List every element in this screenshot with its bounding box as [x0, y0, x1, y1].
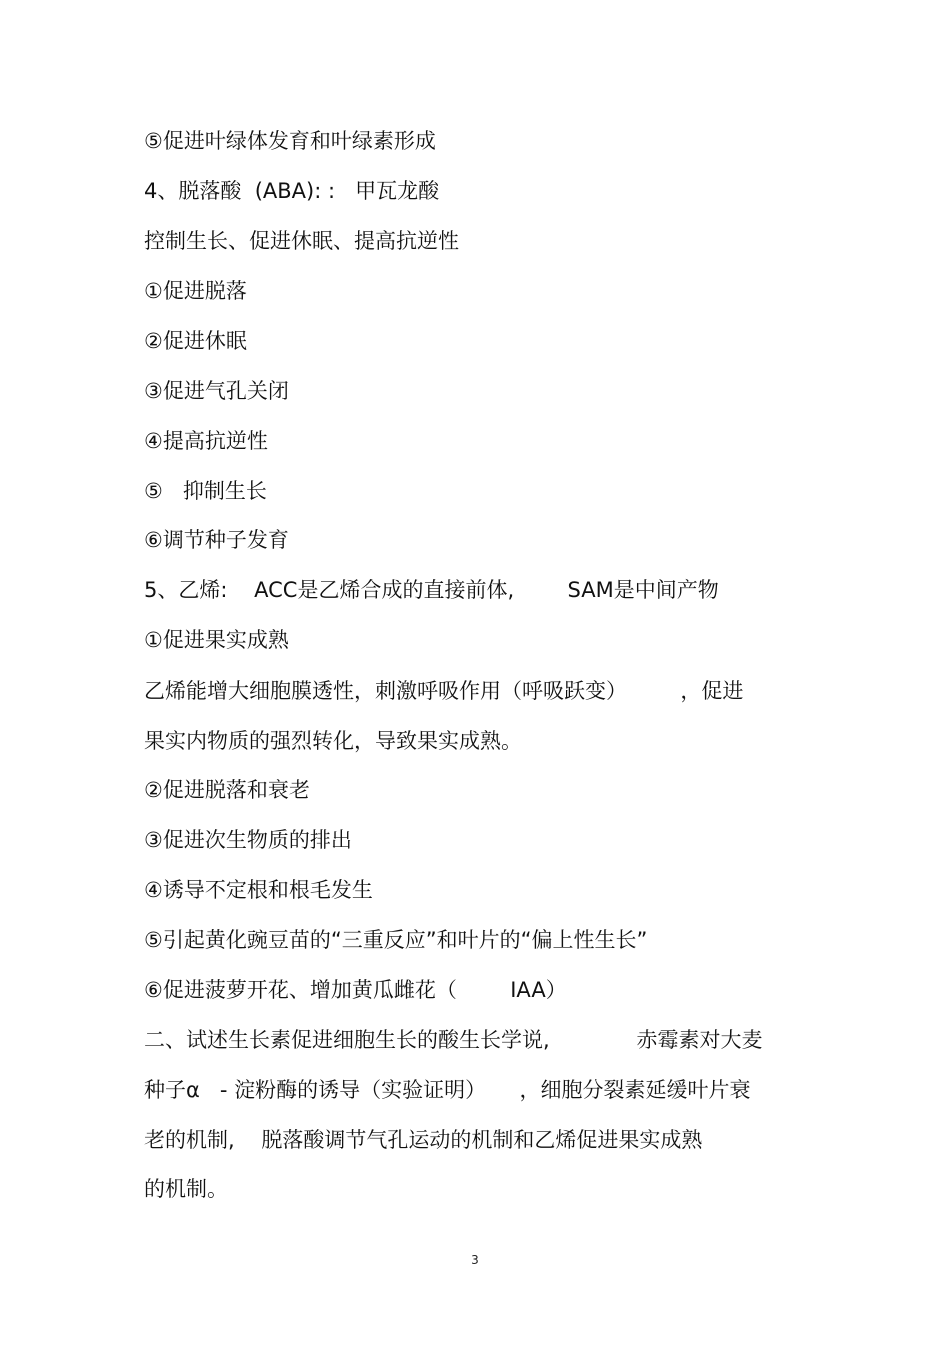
- list-item-aba-6: ⑥调节种子发育: [144, 528, 289, 552]
- list-item-ethylene-5: ⑤引起黄化豌豆苗的“三重反应”和叶片的“偏上性生长”: [144, 928, 648, 952]
- list-item-aba-4: ④提高抗逆性: [144, 429, 268, 453]
- question-two-line-4: 的机制。: [144, 1177, 228, 1201]
- list-item-ethylene-1: ①促进果实成熟: [144, 628, 289, 652]
- list-item-ethylene-2: ②促进脱落和衰老: [144, 778, 310, 802]
- list-item-aba-5: ⑤ 抑制生长: [144, 479, 267, 503]
- question-two-line-1: 二、试述生长素促进细胞生长的酸生长学说, 赤霉素对大麦: [144, 1028, 763, 1052]
- list-item-ethylene-4: ④诱导不定根和根毛发生: [144, 878, 373, 902]
- text-line-chlorophyll: ⑤促进叶绿体发育和叶绿素形成: [144, 129, 436, 153]
- heading-ethylene: 5、乙烯: ACC是乙烯合成的直接前体, SAM是中间产物: [144, 578, 719, 602]
- question-two-line-3: 老的机制, 脱落酸调节气孔运动的机制和乙烯促进果实成熟: [144, 1128, 703, 1152]
- question-two-line-2: 种子α - 淀粉酶的诱导（实验证明） ，细胞分裂素延缓叶片衰: [144, 1078, 751, 1102]
- paragraph-ethylene-line-2: 果实内物质的强烈转化，导致果实成熟。: [144, 729, 522, 753]
- text-line-aba-summary: 控制生长、促进休眠、提高抗逆性: [144, 229, 459, 253]
- list-item-ethylene-6: ⑥促进菠萝开花、增加黄瓜雌花（ IAA）: [144, 978, 567, 1002]
- heading-abscisic-acid: 4、脱落酸 (ABA): : 甲瓦龙酸: [144, 179, 440, 203]
- paragraph-ethylene-line-1: 乙烯能增大细胞膜透性，刺激呼吸作用（呼吸跃变） ，促进: [144, 679, 744, 703]
- list-item-aba-1: ①促进脱落: [144, 279, 247, 303]
- list-item-ethylene-3: ③促进次生物质的排出: [144, 828, 352, 852]
- list-item-aba-2: ②促进休眠: [144, 329, 247, 353]
- list-item-aba-3: ③促进气孔关闭: [144, 379, 289, 403]
- page-number: 3: [471, 1253, 479, 1267]
